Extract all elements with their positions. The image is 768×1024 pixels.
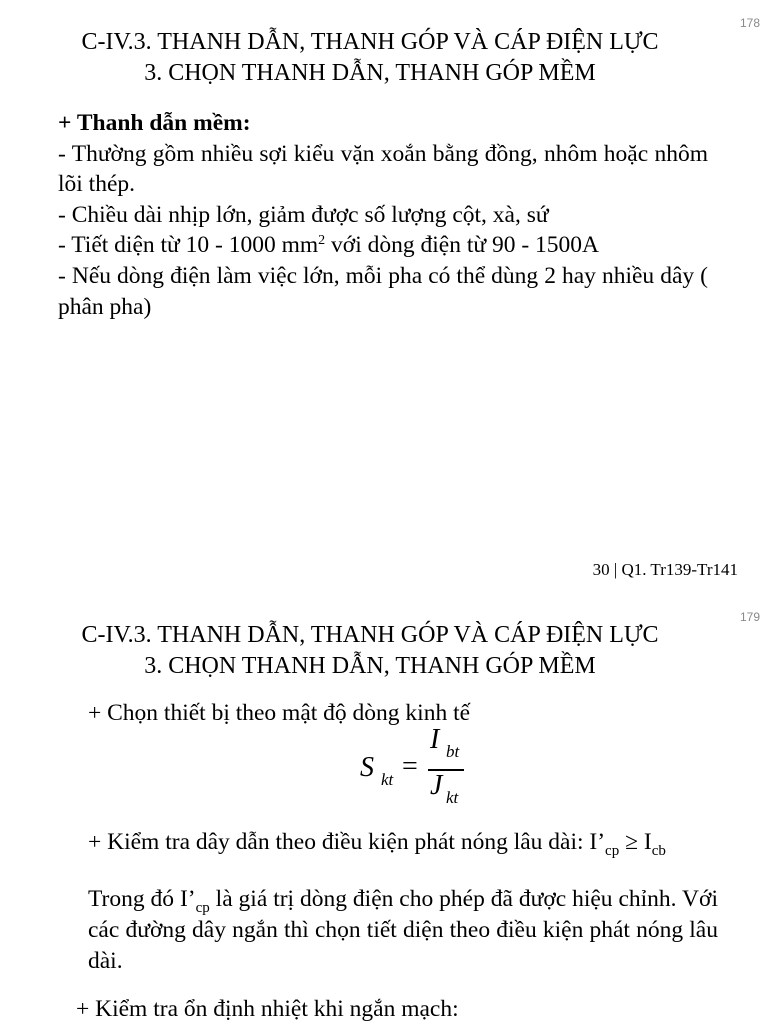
paragraph — [88, 884, 718, 977]
bullet-text: với dòng điện từ 90 - 1500A — [325, 232, 600, 259]
bullet-item: - Chiều dài nhịp lớn, giảm được số lượng cột, xà, sứ — [58, 201, 549, 228]
text-line: + Kiểm tra ổn định nhiệt khi ngắn mạch: — [76, 996, 459, 1022]
para-text: Trong đó I’ — [88, 886, 196, 912]
slide-footer: 30 | Q1. Tr139-Tr141 — [592, 560, 738, 579]
slide-body — [58, 108, 708, 322]
text-line — [88, 827, 666, 857]
slide-title-line2: 3. CHỌN THANH DẪN, THANH GÓP MỀM — [144, 653, 596, 679]
slide-title-line2: 3. CHỌN THANH DẪN, THANH GÓP MỀM — [144, 60, 596, 86]
formula-denominator-subscript: kt — [446, 788, 459, 807]
bullet-item — [58, 230, 708, 261]
superscript: 2 — [318, 233, 326, 249]
page-number: 179 — [739, 610, 760, 624]
bullet-item: - Thường gồm nhiều sợi kiểu vặn xoắn bằng đồng, nhôm hoặc nhôm lõi thép. — [58, 140, 708, 198]
formula-lhs-subscript: kt — [381, 770, 394, 789]
subscript: cp — [195, 900, 210, 916]
formula-denominator: J — [430, 770, 443, 801]
slide-title-line1: C-IV.3. THANH DẪN, THANH GÓP VÀ CÁP ĐIỆN LỰC — [81, 622, 659, 648]
line-text: ≥ I — [619, 829, 652, 855]
bullet-text: - Tiết diện từ 10 - 1000 mm — [58, 232, 319, 259]
formula-numerator-subscript: bt — [446, 742, 460, 761]
para-text: là giá trị dòng điện cho phép đã được hiệu chỉnh. Với các đường dây ngắn thì chọn tiết diện theo điều kiện phát nóng lâu dài. — [88, 886, 718, 974]
line-text: + Kiểm tra dây dẫn theo điều kiện phát nóng lâu dài: I’ — [88, 829, 606, 855]
slide-179 — [0, 596, 768, 1024]
formula-numerator: I — [430, 724, 440, 755]
subscript: cb — [651, 843, 666, 859]
formula-lhs: S — [360, 752, 374, 783]
section-heading: + Thanh dẫn mềm: — [58, 110, 251, 136]
formula-equals: = — [402, 751, 418, 782]
page-number: 178 — [739, 16, 760, 30]
text-line: + Chọn thiết bị theo mật độ dòng kinh tế — [88, 700, 471, 726]
slide-title-line1: C-IV.3. THANH DẪN, THANH GÓP VÀ CÁP ĐIỆN LỰC — [81, 29, 659, 55]
subscript: cp — [605, 843, 620, 859]
bullet-item: - Nếu dòng điện làm việc lớn, mỗi pha có thể dùng 2 hay nhiều dây ( phân pha) — [58, 262, 708, 320]
